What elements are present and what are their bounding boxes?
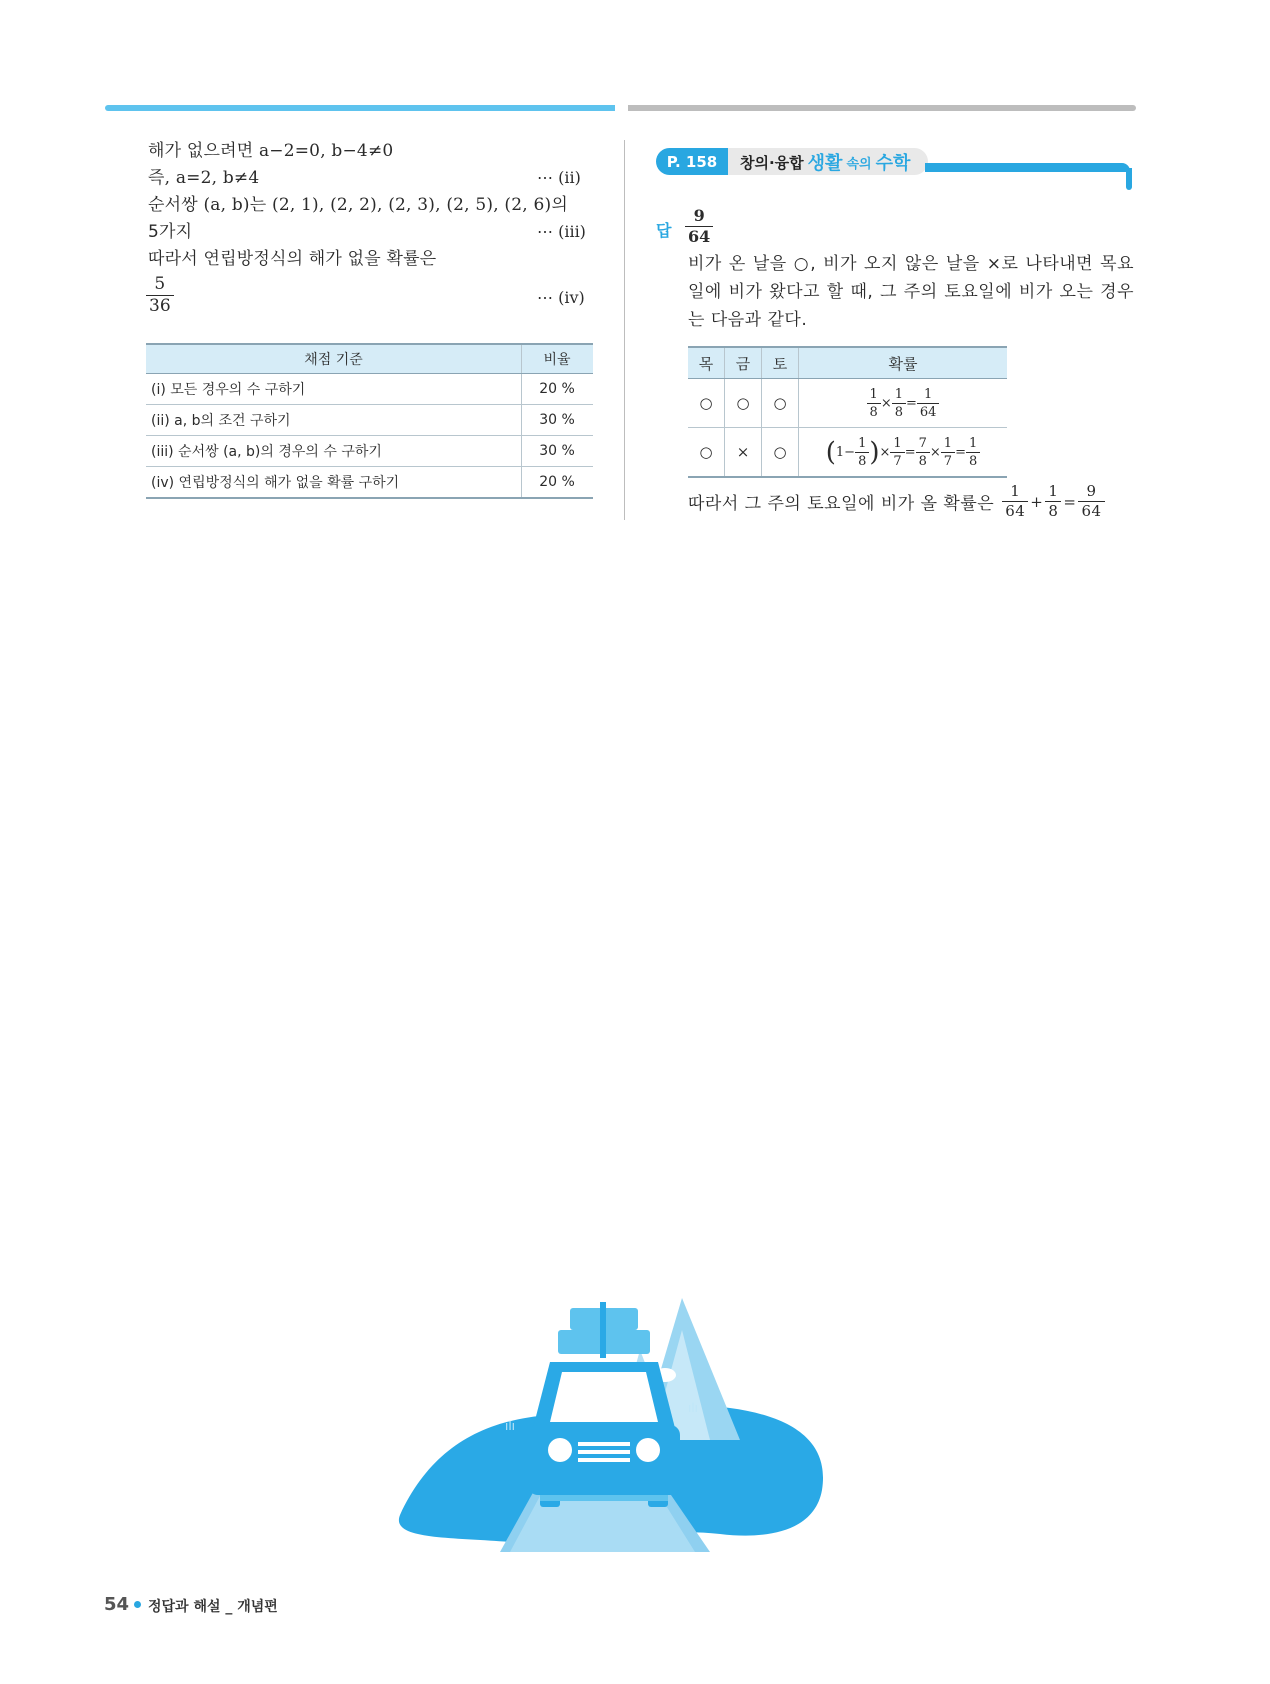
cell-saturday: ○ [762, 428, 799, 478]
answer-fraction [685, 208, 713, 245]
grading-ratio: 20 % [522, 467, 594, 499]
probability-table [688, 346, 1007, 478]
footer-dot [134, 1601, 141, 1608]
grading-table [146, 343, 593, 499]
table-row [146, 374, 593, 405]
section-title-particle: 속의 [846, 156, 872, 172]
step-tag-iv: ⋯ (iv) [537, 288, 585, 307]
table-row [146, 405, 593, 436]
grading-criteria: (i) 모든 경우의 수 구하기 [146, 374, 522, 405]
grading-ratio: 30 % [522, 436, 594, 467]
page-reference-badge: P. 158 [656, 148, 728, 175]
section-title-underline-tail [1126, 168, 1132, 190]
answer-numerator: 9 [693, 206, 705, 225]
table-row [688, 379, 1007, 428]
header-saturday: 토 [762, 347, 799, 379]
final-answer-text: 따라서 그 주의 토요일에 비가 올 확률은 [688, 494, 995, 514]
section-title-prefix: 창의·융합 [740, 153, 804, 172]
grading-criteria: (ii) a, b의 조건 구하기 [146, 405, 522, 436]
table-row [688, 428, 1007, 478]
cell-thursday: ○ [688, 379, 725, 428]
header-bar-right [628, 105, 1136, 111]
cell-probability-1: $\frac{1}{8}$ × $\frac{1}{8}$ = $\frac{1}{64}$ [799, 379, 1008, 428]
cell-saturday: ○ [762, 379, 799, 428]
grading-ratio: 20 % [522, 374, 594, 405]
cell-thursday: ○ [688, 428, 725, 478]
solution-line-3: 순서쌍 (a, b)는 (2, 1), (2, 2), (2, 3), (2, 5), (2, 6)의 [148, 195, 568, 215]
page-number: 54 [104, 1594, 130, 1615]
column-divider [624, 140, 625, 520]
table-row [146, 436, 593, 467]
result-denominator: 36 [146, 295, 174, 315]
solution-line-2: 즉, a=2, b≠4 [148, 168, 260, 188]
grading-header-criteria: 채점 기준 [146, 344, 522, 374]
svg-text:ılı: ılı [505, 1419, 516, 1433]
probability-header-row [688, 347, 1007, 379]
result-numerator: 5 [154, 274, 166, 294]
section-title-underline [925, 163, 1130, 172]
car-road-illustration [390, 1290, 830, 1560]
header-probability: 확률 [799, 347, 1008, 379]
section-title [740, 149, 910, 175]
solution-line-1: 해가 없으려면 a−2=0, b−4≠0 [148, 141, 394, 161]
step-tag-ii: ⋯ (ii) [537, 168, 581, 187]
solution-line-5: 따라서 연립방정식의 해가 없을 확률은 [148, 249, 437, 269]
cell-probability-2: (1− $\frac{1}{8}$ )× $\frac{1}{7}$ = $\frac{7}{8}$ × $\frac{1}{7}$ = $\frac{1}{8}$ [799, 428, 1008, 478]
header-friday: 금 [725, 347, 762, 379]
explanation-paragraph: 비가 온 날을 ○, 비가 오지 않은 날을 ×로 나타내면 목요일에 비가 왔다고 할 때, 그 주의 토요일에 비가 오는 경우는 다음과 같다. [688, 254, 1134, 330]
cell-friday: × [725, 428, 762, 478]
table-row [146, 467, 593, 499]
svg-text:ılı: ılı [688, 1401, 699, 1415]
header-bar-left [105, 105, 615, 111]
grading-header-row [146, 344, 593, 374]
final-answer-line: 따라서 그 주의 토요일에 비가 올 확률은 $\frac{1}{64}$ + $\frac{1}{8}$ = $\frac{9}{64}$ [688, 484, 1105, 519]
solution-line-4: 5가지 [148, 222, 193, 242]
cell-friday: ○ [725, 379, 762, 428]
grading-criteria: (iv) 연립방정식의 해가 없을 확률 구하기 [146, 467, 522, 499]
grading-ratio: 30 % [522, 405, 594, 436]
section-title-word-2: 수학 [875, 153, 911, 174]
grading-header-ratio: 비율 [522, 344, 594, 374]
svg-text:+ +: + + [510, 1378, 538, 1394]
grading-criteria: (iii) 순서쌍 (a, b)의 경우의 수 구하기 [146, 436, 522, 467]
answer-label: 답 [656, 221, 672, 240]
book-title: 정답과 해설 _ 개념편 [148, 1599, 278, 1615]
section-title-word-1: 생활 [807, 153, 843, 174]
step-tag-iii: ⋯ (iii) [537, 222, 586, 241]
answer-denominator: 64 [685, 226, 713, 245]
svg-text:+: + [518, 1392, 530, 1408]
result-fraction [146, 276, 174, 315]
header-thursday: 목 [688, 347, 725, 379]
